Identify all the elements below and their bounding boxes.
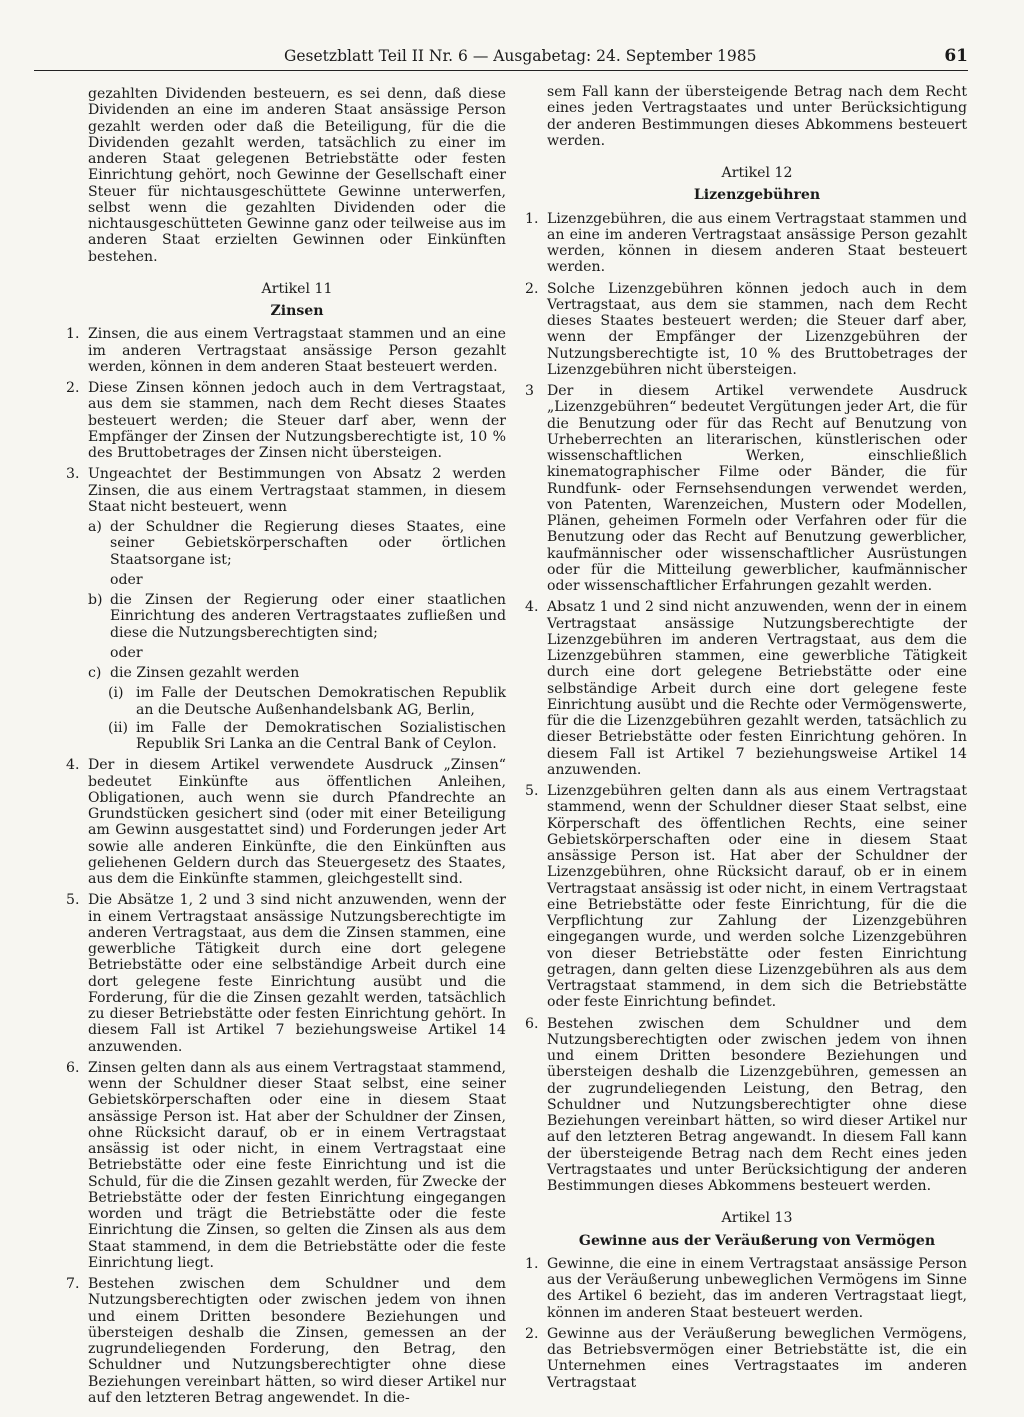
- paragraph-number: 2.: [525, 280, 539, 297]
- left-column: [66, 86, 506, 1411]
- paragraph-number: 3: [525, 383, 534, 399]
- article-12-paragraph-3: [525, 383, 967, 594]
- subitem-label: b): [88, 592, 103, 608]
- subitem-label: c): [88, 665, 102, 681]
- article-11-paragraph-1: [66, 326, 506, 375]
- conjunction-oder: oder: [110, 644, 143, 661]
- continuation-paragraph: sem Fall kann der übersteigende Betrag nach dem Recht eines jeden Vertragstaates und unter Berücksichtigung der anderen Bestimmungen dieses Abkommens besteuert werden.: [547, 84, 967, 149]
- article-11-paragraph-5: [66, 892, 506, 1055]
- paragraph-number: 1.: [66, 326, 80, 343]
- paragraph-number: 4.: [525, 599, 539, 616]
- paragraph-number: 7.: [66, 1276, 80, 1292]
- article-11-paragraph-6: [66, 1059, 506, 1271]
- subitem-text: im Falle der Deutschen Demokratischen Republik an die Deutsche Außenhandelsbank AG, Berlin,: [136, 685, 506, 718]
- subitem-b: [88, 592, 506, 641]
- paragraph-text: Solche Lizenzgebühren können jedoch auch in dem Vertragstaat, aus dem sie stammen, nach dem Recht dieses Staates besteuert werden; die Steuer darf aber, wenn der Empfänger der Lizenzgebühren der Nutzungsberechtigte ist, 10 % des Bruttobetrages der Lizenzgebühren nicht übersteigen.: [547, 280, 967, 378]
- subitem-text: im Falle der Demokratischen Sozialistischen Republik Sri Lanka an die Central Bank of Ceylon.: [136, 719, 506, 752]
- page-header: [34, 46, 968, 71]
- subitem-text: die Zinsen der Regierung oder einer staatlichen Einrichtung des anderen Vertragstaates zufließen und diese die Nutzungsberechtigten sind;: [110, 592, 506, 641]
- page-number: 61: [944, 46, 968, 66]
- article-11-paragraph-2: [66, 380, 506, 461]
- paragraph-text: Der in diesem Artikel verwendete Ausdruck „Lizenzgebühren“ bedeutet Vergütungen jeder Art, die für die Benutzung oder für das Recht auf Benutzung von Urheberrechten an literarischen, künstlerischen oder wissenschaftlichen Werken, einschließlich kinematographischer Filme oder Bänder, die für Rundfunk- oder Fernsehsendungen verwendet werden, von Patenten, Warenzeichen, Mustern oder Modellen, Plänen, geheimen Formeln oder Verfahren oder für die Benutzung oder das Recht auf Benutzung gewerblicher, kaufmännischer oder wissenschaftlicher Ausrüstungen oder für die Mitteilung gewerblicher, kaufmännischer oder wissenschaftlicher Erfahrungen gezahlt werden.: [547, 383, 967, 594]
- paragraph-text: Diese Zinsen können jedoch auch in dem Vertragstaat, aus dem sie stammen, nach dem Recht dieses Staates besteuert werden; die Steuer darf aber, wenn der Empfänger der Zinsen der Nutzungsberechtigte ist, 10 % des Bruttobetrages der Zinsen nicht übersteigen.: [88, 380, 506, 461]
- paragraph-number: 3.: [66, 466, 80, 483]
- article-11-paragraph-3: [66, 466, 506, 752]
- article-12-paragraph-6: [525, 1015, 967, 1195]
- intro-paragraph: gezahlten Dividenden besteuern, es sei denn, daß diese Dividenden an eine im anderen Staat ansässige Person gezahlt werden oder daß die Beteiligung, für die die Dividenden gezahlt werden, tatsächlich zu einer im anderen Staat gelegenen Betriebstätte oder festen Einrichtung gehört, noch Gewinne der Gesellschaft einer Steuer für nichtausgeschüttete Gewinne unterwerfen, selbst wenn die gezahlten Dividenden oder die nichtausgeschütteten Gewinne ganz oder teilweise aus im anderen Staat erzielten Gewinnen oder Einkünften bestehen.: [88, 86, 506, 265]
- subitem-c-i: [108, 685, 506, 718]
- paragraph-number: 1.: [525, 210, 539, 227]
- subitem-c-ii: [108, 719, 506, 753]
- article-11-heading: Zinsen: [270, 303, 324, 319]
- paragraph-number: 4.: [66, 757, 80, 774]
- article-12-title: Artikel 12: [721, 165, 793, 181]
- paragraph-number: 2.: [66, 380, 80, 396]
- subitem-text: der Schuldner die Regierung dieses Staates, eine seiner Gebietskörperschaften oder örtlichen Staatsorgane ist;: [110, 519, 506, 568]
- subitem-label: a): [88, 519, 102, 535]
- article-12-heading: Lizenzgebühren: [693, 187, 821, 204]
- paragraph-text: Bestehen zwischen dem Schuldner und dem Nutzungsberechtigten oder zwischen jedem von ihnen und einem Dritten besondere Beziehungen und übersteigen deshalb die Zinsen, gemessen an der zugrundeliegenden Forderung, den Betrag, den Schuldner und Nutzungsberechtigter ohne diese Beziehungen vereinbart hätten, so wird dieser Artikel nur auf den letzteren Betrag angewendet. In die-: [88, 1276, 506, 1406]
- paragraph-text: Ungeachtet der Bestimmungen von Absatz 2 werden Zinsen, die aus einem Vertragstaat stammen, in diesem Staat nicht besteuert, wenn: [88, 466, 506, 515]
- article-12-paragraph-5: [525, 783, 967, 1011]
- paragraph-text: Gewinne aus der Veräußerung beweglichen Vermögens, das Betriebsvermögen einer Betriebstätte ist, die ein Unternehmen eines Vertragstaates im anderen Vertragstaat: [547, 1325, 967, 1391]
- paragraph-text: Gewinne, die eine in einem Vertragstaat ansässige Person aus der Veräußerung unbeweglichen Vermögens im Sinne des Artikel 6 bezieht, das im anderen Vertragstaat liegt, können im anderen Staat besteuert werden.: [547, 1255, 967, 1321]
- paragraph-number: 2.: [525, 1325, 539, 1342]
- article-13-paragraph-2: [525, 1325, 967, 1391]
- paragraph-text: Zinsen, die aus einem Vertragstaat stammen und an eine im anderen Vertragstaat ansässige Person gezahlt werden, können in dem anderen Staat besteuert werden.: [88, 326, 506, 375]
- article-12-paragraph-4: [525, 599, 967, 778]
- article-11-paragraph-7: [66, 1276, 506, 1406]
- paragraph-number: 5.: [525, 783, 539, 799]
- article-12-paragraph-1: [525, 210, 967, 276]
- subitem-text: die Zinsen gezahlt werden: [110, 665, 300, 681]
- subitem-label: (ii): [108, 719, 129, 736]
- subitem-c: [88, 665, 506, 681]
- paragraph-number: 5.: [66, 892, 80, 909]
- right-column: [525, 84, 967, 1396]
- subitem-a: [88, 519, 506, 568]
- conjunction-oder: oder: [110, 571, 143, 588]
- paragraph-text: Zinsen gelten dann als aus einem Vertragstaat stammend, wenn der Schuldner dieser Staat selbst, eine seiner Gebietskörperschaften oder eine in diesem Staat ansässige Person ist. Hat aber der Schuldner der Zinsen, ohne Rücksicht darauf, ob er in einem Vertragstaat ansässig ist oder nicht, in einem Vertragstaat eine Betriebstätte oder eine feste Einrichtung und ist die Schuld, für die die Zinsen gezahlt werden, für Zwecke der Betriebstätte oder der festen Einrichtung eingegangen worden und trägt die Betriebstätte oder die feste Einrichtung die Zinsen, so gelten die Zinsen als aus dem Staat stammend, in dem die Betriebstätte oder die feste Einrichtung liegt.: [88, 1059, 506, 1271]
- header-title: Gesetzblatt Teil II Nr. 6 — Ausgabetag: 24. September 1985: [284, 47, 757, 65]
- paragraph-text: Lizenzgebühren gelten dann als aus einem Vertragstaat stammend, wenn der Schuldner dieser Staat selbst, eine Körperschaft des öffentlichen Rechts, eine seiner Gebietskörperschaften oder eine in diesem Staat ansässige Person ist. Hat aber der Schuldner der Lizenzgebühren, ohne Rücksicht darauf, ob er in einem Vertragstaat ansässig ist oder nicht, in einem Vertragstaat eine Betriebstätte oder feste Einrichtung, für die die Verpflichtung zur Zahlung der Lizenzgebühren eingegangen wurde, und werden solche Lizenzgebühren von dieser Betriebstätte oder festen Einrichtung getragen, dann gelten diese Lizenzgebühren als aus dem Vertragstaat stammend, in dem sich die Betriebstätte oder feste Einrichtung befindet.: [547, 783, 967, 1011]
- article-13-heading: Gewinne aus der Veräußerung von Vermögen: [578, 1232, 936, 1249]
- subitem-label: (i): [108, 685, 124, 702]
- paragraph-text: Bestehen zwischen dem Schuldner und dem Nutzungsberechtigten oder zwischen jedem von ihnen und einem Dritten besondere Beziehungen und übersteigen deshalb die Lizenzgebühren, gemessen an der zugrundeliegenden Leistung, den Betrag, den Schuldner und Nutzungsberechtigter ohne diese Beziehungen vereinbart hätten, so wird dieser Artikel nur auf den letzteren Betrag angewandt. In diesem Fall kann der übersteigende Betrag nach dem Recht eines jeden Vertragstaates und unter Berücksichtigung der anderen Bestimmungen dieses Abkommens besteuert werden.: [547, 1015, 967, 1194]
- paragraph-text: Lizenzgebühren, die aus einem Vertragstaat stammen und an eine im anderen Vertragstaat ansässige Person gezahlt werden, können in diesem anderen Staat besteuert werden.: [547, 210, 967, 276]
- paragraph-number: 1.: [525, 1255, 539, 1272]
- paragraph-text: Der in diesem Artikel verwendete Ausdruck „Zinsen“ bedeutet Einkünfte aus öffentlichen Anleihen, Obligationen, auch wenn sie durch Pfandrechte an Grundstücken gesichert sind (oder mit einer Beteiligung am Gewinn ausgestattet sind) und Forderungen jeder Art sowie alle anderen Einkünfte, die den Einkünften aus geliehenen Geldern durch das Steuergesetz des Staates, aus dem die Einkünfte stammen, gleichgestellt sind.: [88, 757, 506, 887]
- paragraph-number: 6.: [525, 1015, 539, 1032]
- paragraph-text: Die Absätze 1, 2 und 3 sind nicht anzuwenden, wenn der in einem Vertragstaat ansässige Nutzungsberechtigte im anderen Vertragstaat, aus dem die Zinsen stammen, eine gewerbliche Tätigkeit durch eine dort gelegene Betriebstätte oder eine selbständige Arbeit durch eine dort gelegene feste Einrichtung ausübt und die Forderung, für die die Zinsen gezahlt werden, tatsächlich zu dieser Betriebstätte oder festen Einrichtung gehört. In diesem Fall ist Artikel 7 beziehungsweise Artikel 14 anzuwenden.: [88, 892, 506, 1055]
- article-11-paragraph-4: [66, 757, 506, 887]
- article-13-title: Artikel 13: [721, 1210, 793, 1227]
- article-13-paragraph-1: [525, 1255, 967, 1321]
- article-11-title: Artikel 11: [261, 280, 333, 297]
- paragraph-number: 6.: [66, 1059, 80, 1076]
- article-12-paragraph-2: [525, 280, 967, 379]
- paragraph-text: Absatz 1 und 2 sind nicht anzuwenden, wenn der in einem Vertragstaat ansässige Nutzungsberechtigte der Lizenzgebühren im anderen Vertragstaat, aus dem die Lizenzgebühren stammen, eine gewerbliche Tätigkeit durch eine dort gelegene Betriebstätte oder eine selbständige Arbeit durch eine dort gelegene feste Einrichtung ausübt und die Rechte oder Vermögenswerte, für die die Lizenzgebühren gezahlt werden, tatsächlich zu dieser Betriebstätte oder festen Einrichtung gehören. In diesem Fall ist Artikel 7 beziehungsweise Artikel 14 anzuwenden.: [547, 599, 967, 778]
